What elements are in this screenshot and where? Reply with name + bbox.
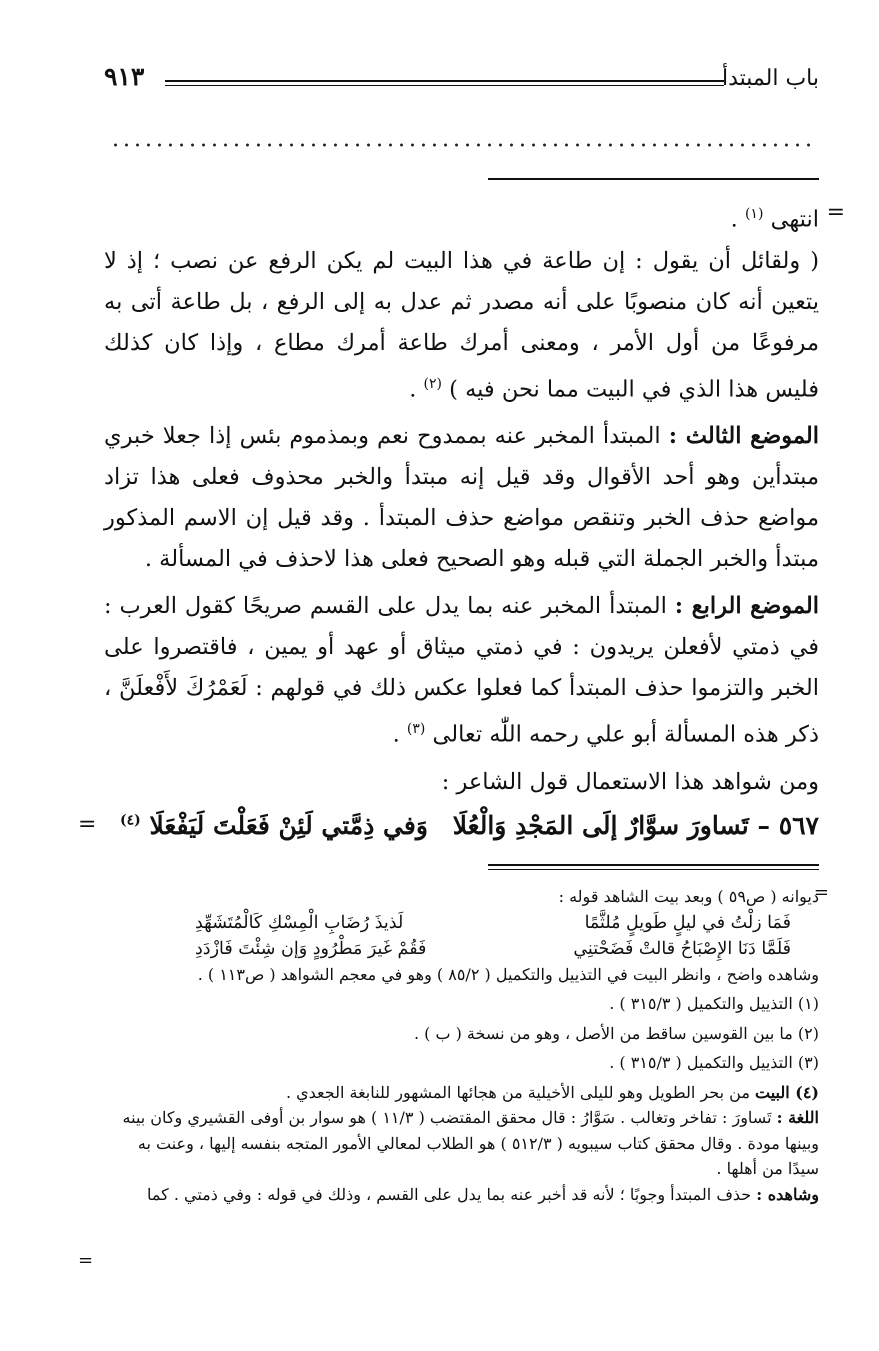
poem-line-1-a: فَمَا زلْتُ في ليلٍ طَويلٍ مُلثَّمًا — [584, 912, 791, 933]
verse-second-half — [120, 811, 428, 840]
dotted-separator — [110, 140, 817, 150]
lugha-label: اللغة : — [776, 1108, 819, 1127]
p1-end: . — [409, 376, 417, 402]
page-number: ٩١٣ — [104, 62, 145, 91]
continuation-mark-top: = — [826, 200, 845, 225]
poem-line-2-b: فَقُمْ غَيرَ مَطْرُودٍ وَإن شِئْتَ فَازْدَدِ — [195, 938, 427, 959]
p0-text: انتهى — [770, 206, 819, 233]
poem-line-2 — [105, 936, 819, 962]
footnote-2: (٢) ما بين القوسين ساقط من الأصل ، وهو من نسخة ( ب ) . — [413, 1023, 819, 1043]
running-header-title: باب المبتدأ — [721, 66, 819, 91]
verse-line — [120, 800, 819, 850]
poem-line-1-b: لَذيذَ رُضَابِ الْمِسْكِ كَالْمُتَشَهِّدِ — [195, 912, 404, 933]
footnote-continuation-intro: ديوانه ( ص٥٩ ) وبعد بيت الشاهد قوله : — [558, 887, 819, 906]
footnote-continuation-end: وشاهده واضح ، وانظر البيت في التذييل والتكميل ( ٨٥/٢ ) وهو في معجم الشواهد ( ص١١٣ ) . — [197, 964, 819, 984]
continuation-mark-footnote: = — [813, 882, 829, 903]
footnote-4-text: من بحر الطويل وهو لليلى الأخيلية من هجائها المشهور للنابغة الجعدي . — [285, 1082, 750, 1102]
poem-line-1 — [105, 910, 819, 936]
p0-end: . — [730, 206, 738, 233]
paragraph-2 — [104, 416, 819, 580]
header-rule — [165, 80, 724, 86]
footnote-ref-4: (٤) — [120, 812, 141, 829]
section-label-fourth: الموضع الرابع : — [674, 593, 819, 619]
verse-hemistich-1: تَساورَ سوَّارٌ إلَى المَجْدِ وَالْعُلَا — [452, 810, 749, 840]
footnote-lugha — [105, 1105, 819, 1182]
footnote-4-label: (٤) البيت — [755, 1082, 819, 1102]
p4-text: ومن شواهد هذا الاستعمال قول الشاعر : — [441, 768, 819, 795]
p3-text: المبتدأ المخبر عنه بما يدل على القسم صريحًا كقول العرب : في ذمتي لأفعلن يريدون : في ذمتي ميثاق أو عهد أو يمين ، فاقتصروا على الخبر والتزموا حذف المبتدأ كما فعلوا عكس ذلك في قولهم : لَعَمْرُكَ لأَفْعلَنَّ ، ذكر هذه المسألة أبو علي رحمه اللّٰه تعالى — [104, 593, 819, 748]
shahid-label: وشاهده : — [756, 1184, 819, 1204]
lugha-text: تَساورَ : تفاخر وتغالب . سَوَّارُ : قال محقق المقتضب ( ١١/٣ ) هو سوار بن أوفى القشيري وكان بينه وبينها مودة . وقال محقق كتاب سيبويه ( ٥١٢/٣ ) هو الطلاب لمعالي الأمور المتجه بنفسه إليها ، وعنت به سيدًا من أهلها . — [122, 1108, 819, 1178]
poem-line-2-a: فَلَمَّا دَنَا الإِصْبَاحُ قالتْ فَضَحْتنِي — [573, 938, 791, 959]
footnote-ref-3: (٣) — [406, 721, 426, 737]
p2-text: المبتدأ المخبر عنه بممدوح نعم وبمذموم بئس إذا جعلا خبري مبتدأين وهو أحد الأقوال وقد قيل إنه مبتدأ والخبر محذوف فعلى هذا تزاد مواضع حذف الخبر وتنقص مواضع حذف المبتدأ . وقد قيل إن الاسم المذكور مبتدأ والخبر الجملة التي قبله وهو الصحيح فعلى هذا لاحذف في المسألة . — [104, 423, 819, 572]
continuation-rule — [488, 178, 819, 180]
paragraph-3 — [104, 586, 819, 756]
footnote-shahid — [105, 1182, 819, 1208]
paragraph-4 — [104, 762, 819, 803]
paragraph-1 — [104, 241, 819, 411]
p3-end: . — [392, 721, 400, 748]
footnotes — [105, 884, 819, 1207]
footnote-ref-1: (١) — [744, 206, 764, 222]
verse-hemistich-2: وَفي ذِمَّتي لَئِنْ فَعَلْتَ لَيَفْعَلَا — [149, 810, 428, 840]
footnote-3: (٣) التذييل والتكميل ( ٣١٥/٣ ) . — [609, 1053, 819, 1072]
p1-text: ( ولقائل أن يقول : إن طاعة في هذا البيت لم يكن الرفع عن نصب ؛ إذ لا يتعين أنه كان منصوبًا على أنه مصدر ثم عدل به إلى الرفع ، بل طاعة أتى به مرفوعًا من أول الأمر ، ومعنى أمرك طاعة أمرك مطاع ، وإذا كان كذلك فليس هذا الذي في البيت مما نحن فيه ) — [104, 247, 819, 402]
footnote-rule — [488, 864, 819, 870]
shahid-text: حذف المبتدأ وجوبًا ؛ لأنه قد أخبر عنه بما يدل على القسم ، وذلك في قوله : وفي ذمتي . كما — [147, 1184, 752, 1204]
footnote-4 — [105, 1080, 819, 1106]
verse-number: ٥٦٧ – — [757, 810, 819, 840]
section-label-third: الموضع الثالث : — [668, 423, 819, 449]
verse-first-half — [453, 811, 819, 840]
main-text — [104, 194, 819, 803]
continuation-mark-verse: = — [78, 812, 97, 837]
footnote-1: (١) التذييل والتكميل ( ٣١٥/٣ ) . — [609, 994, 819, 1013]
paragraph-0 — [104, 194, 819, 241]
continuation-mark-bottom: = — [78, 1250, 94, 1271]
footnote-ref-2: (٢) — [423, 375, 442, 392]
